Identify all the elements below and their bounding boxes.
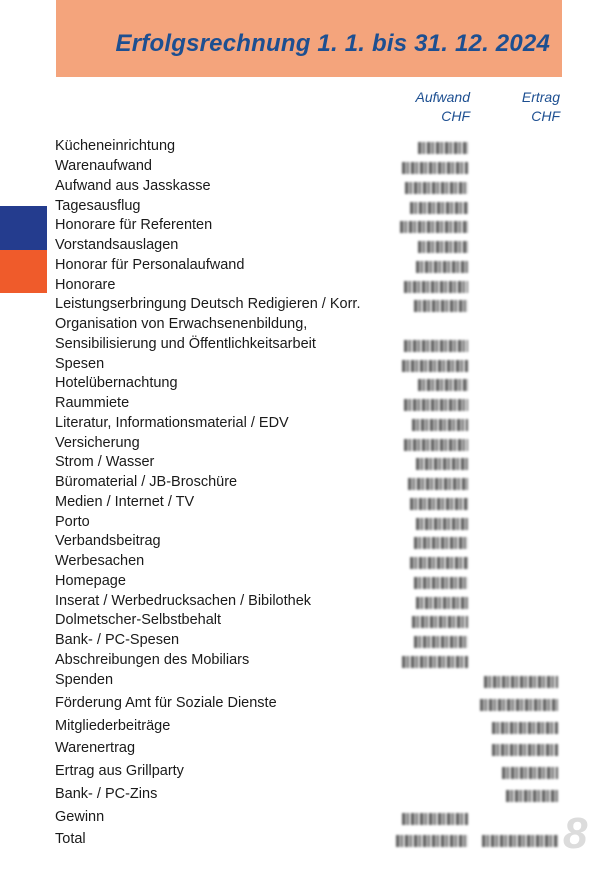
- redacted-amount: [410, 202, 468, 214]
- title-banner: [56, 0, 562, 77]
- table-row: Aufwand aus Jasskasse: [55, 178, 211, 194]
- redacted-amount: [414, 577, 468, 589]
- redacted-amount: [418, 379, 468, 391]
- redacted-amount: [502, 767, 558, 779]
- table-row: Vorstandsauslagen: [55, 237, 179, 253]
- table-row: Bank- / PC-Spesen: [55, 632, 180, 648]
- table-row: Literatur, Informationsmaterial / EDV: [55, 415, 289, 431]
- redacted-amount: [480, 699, 558, 711]
- table-row: Kücheneinrichtung: [55, 138, 176, 154]
- redacted-amount: [418, 241, 468, 253]
- table-row: Organisation von Erwachsenenbildung,: [55, 316, 308, 332]
- table-row: Büromaterial / JB-Broschüre: [55, 474, 238, 490]
- table-row: Versicherung: [55, 435, 140, 451]
- side-tab-blue: [0, 206, 47, 250]
- table-row: Spesen: [55, 356, 105, 372]
- redacted-amount: [416, 261, 468, 273]
- table-row: Verbandsbeitrag: [55, 533, 161, 549]
- redacted-amount: [402, 162, 468, 174]
- table-row: Medien / Internet / TV: [55, 494, 195, 510]
- table-row: Total: [55, 831, 86, 847]
- redacted-amount: [484, 676, 558, 688]
- redacted-amount: [416, 458, 468, 470]
- redacted-amount: [405, 182, 468, 194]
- table-row: Leistungserbringung Deutsch Redigieren / Korr.: [55, 296, 361, 312]
- redacted-amount: [410, 557, 468, 569]
- page-number: 8: [563, 809, 588, 858]
- table-row: Sensibilisierung und Öffentlichkeitsarbeit: [55, 336, 316, 352]
- redacted-amount: [414, 537, 468, 549]
- table-row: Porto: [55, 514, 90, 530]
- redacted-amount: [404, 399, 468, 411]
- table-row: Strom / Wasser: [55, 454, 155, 470]
- column-header-ertrag: [480, 88, 560, 126]
- table-row: Ertrag aus Grillparty: [55, 763, 184, 779]
- redacted-amount: [400, 221, 468, 233]
- column-unit-ertrag: CHF: [531, 108, 560, 124]
- table-row: Tagesausflug: [55, 198, 141, 214]
- page-title: Erfolgsrechnung 1. 1. bis 31. 12. 2024: [115, 30, 550, 57]
- redacted-amount: [404, 281, 468, 293]
- table-row: Abschreibungen des Mobiliars: [55, 652, 250, 668]
- redacted-amount: [412, 419, 468, 431]
- table-row: Honorar für Personalaufwand: [55, 257, 245, 273]
- redacted-amount: [410, 498, 468, 510]
- table-row: Homepage: [55, 573, 126, 589]
- table-row: Mitgliederbeiträge: [55, 718, 171, 734]
- redacted-amount: [492, 744, 558, 756]
- table-row: Dolmetscher-Selbstbehalt: [55, 612, 222, 628]
- redacted-amount: [404, 439, 468, 451]
- redacted-amount: [402, 656, 468, 668]
- column-label-ertrag: Ertrag: [521, 89, 560, 105]
- redacted-amount: [402, 360, 468, 372]
- redacted-amount: [416, 597, 468, 609]
- redacted-amount: [482, 835, 558, 847]
- column-header-aufwand: [390, 88, 470, 126]
- column-unit-aufwand: CHF: [441, 108, 470, 124]
- table-row: Warenertrag: [55, 740, 136, 756]
- table-row: Förderung Amt für Soziale Dienste: [55, 695, 277, 711]
- redacted-amount: [412, 616, 468, 628]
- redacted-amount: [418, 142, 468, 154]
- redacted-amount: [408, 478, 468, 490]
- table-row: Bank- / PC-Zins: [55, 786, 158, 802]
- redacted-amount: [506, 790, 558, 802]
- redacted-amount: [404, 340, 468, 352]
- side-tab-orange: [0, 250, 47, 293]
- table-row: Honorare für Referenten: [55, 217, 213, 233]
- redacted-amount: [416, 518, 468, 530]
- table-row: Inserat / Werbedrucksachen / Bibilothek: [55, 593, 312, 609]
- redacted-amount: [492, 722, 558, 734]
- column-label-aufwand: Aufwand: [415, 89, 470, 105]
- table-row: Honorare: [55, 277, 116, 293]
- redacted-amount: [402, 813, 468, 825]
- redacted-amount: [396, 835, 468, 847]
- table-row: Spenden: [55, 672, 114, 688]
- table-row: Raummiete: [55, 395, 130, 411]
- table-row: Gewinn: [55, 809, 105, 825]
- table-row: Werbesachen: [55, 553, 145, 569]
- table-row: Warenaufwand: [55, 158, 152, 174]
- table-row: Hotelübernachtung: [55, 375, 178, 391]
- redacted-amount: [414, 300, 468, 312]
- redacted-amount: [414, 636, 468, 648]
